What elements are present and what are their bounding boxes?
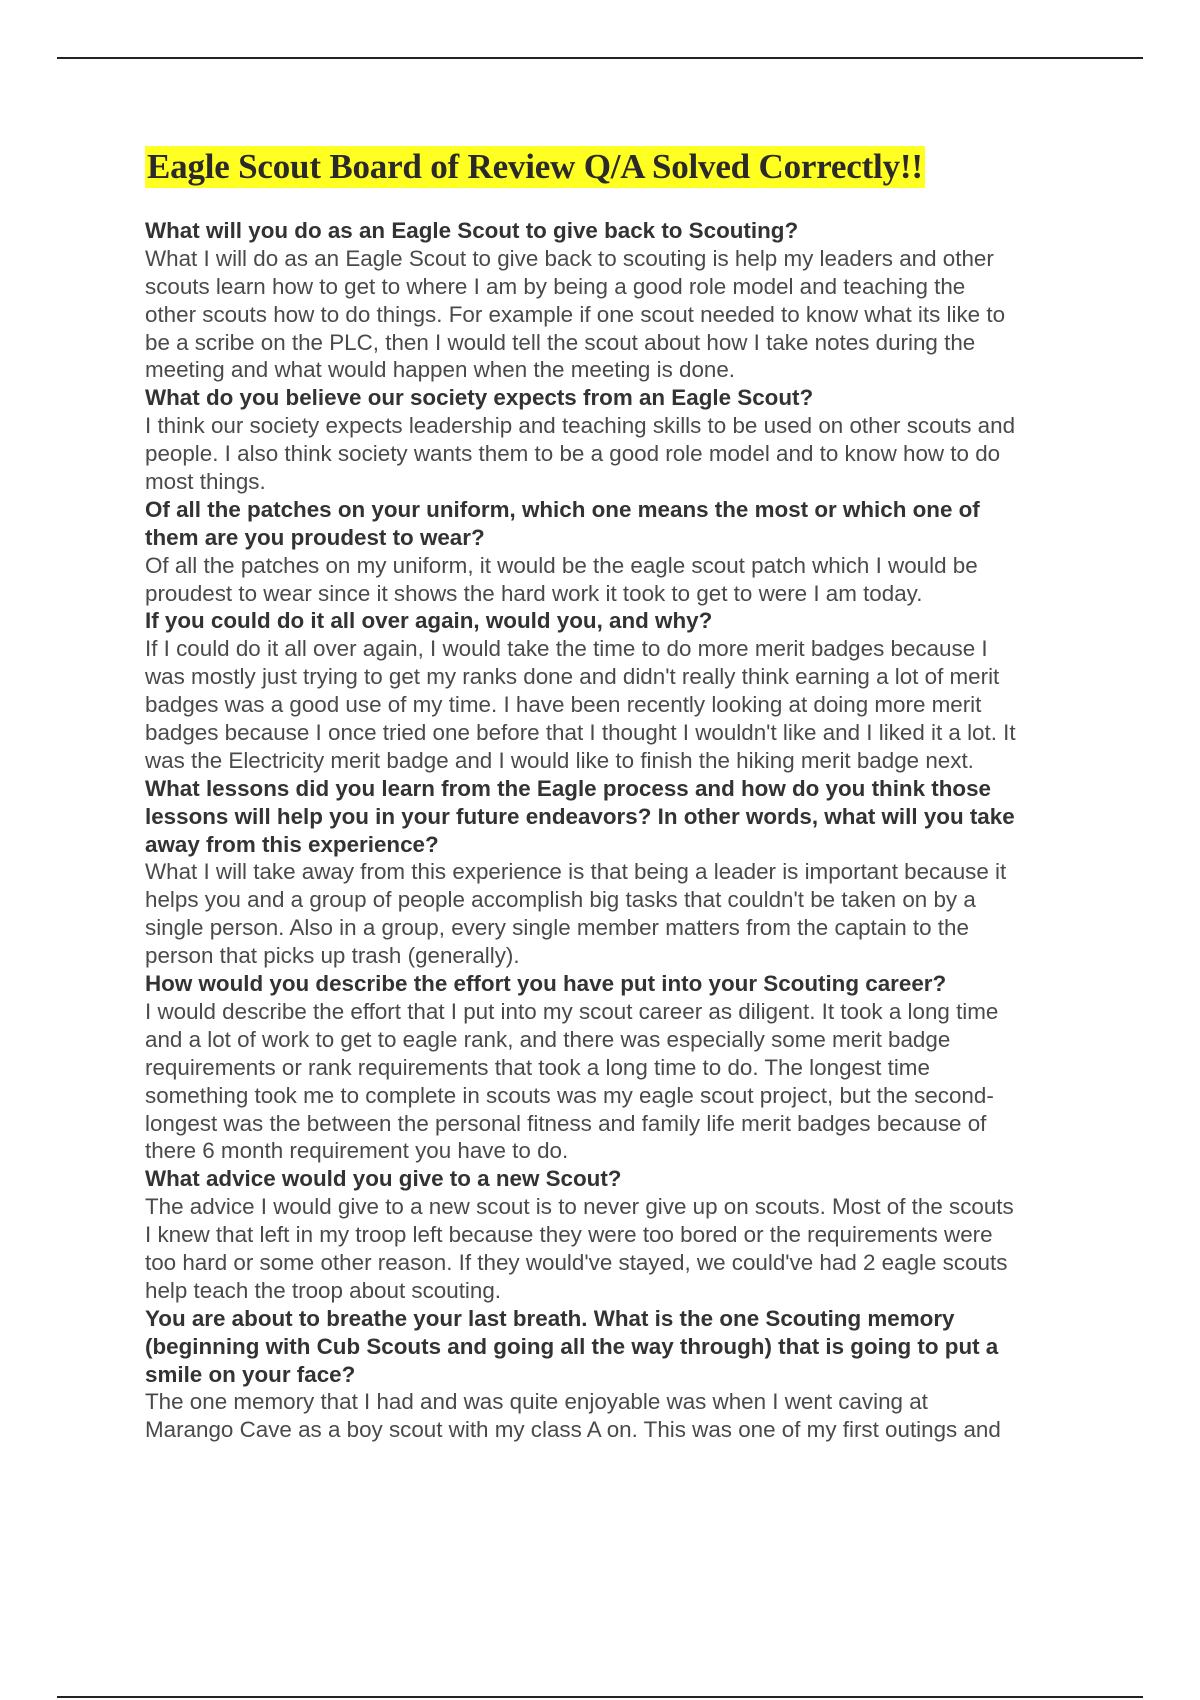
answer-line: Of all the patches on my uniform, it would be the eagle scout patch which I would be — [145, 552, 978, 578]
question-line: How would you describe the effort you have put into your Scouting career? — [145, 971, 947, 997]
question-line: them are you proudest to wear? — [145, 524, 485, 550]
question — [145, 970, 1095, 998]
answer-line: too hard or some other reason. If they would've stayed, we could've had 2 eagle scouts — [145, 1249, 1008, 1275]
answer — [145, 1388, 1095, 1444]
answer-line: proudest to wear since it shows the hard work it took to get to were I am today. — [145, 580, 923, 606]
question-line: What lessons did you learn from the Eagle process and how do you think those — [145, 775, 991, 801]
title-container — [145, 146, 925, 188]
question — [145, 217, 1095, 245]
answer-line: I think our society expects leadership and teaching skills to be used on other scouts and — [145, 413, 1016, 439]
answer-line: most things. — [145, 469, 266, 495]
question-line: smile on your face? — [145, 1361, 356, 1387]
qa-block-3 — [145, 496, 1095, 608]
answer-line: The advice I would give to a new scout is to never give up on scouts. Most of the scouts — [145, 1194, 1014, 1220]
answer-line: meeting and what would happen when the meeting is done. — [145, 357, 736, 383]
question — [145, 775, 1095, 859]
answer-line: helps you and a group of people accomplish big tasks that couldn't be taken on by a — [145, 887, 976, 913]
question — [145, 384, 1095, 412]
question — [145, 1305, 1095, 1389]
document-title: Eagle Scout Board of Review Q/A Solved Correctly!! — [147, 147, 923, 186]
answer-line: something took me to complete in scouts was my eagle scout project, but the second- — [145, 1082, 994, 1108]
answer-line: was mostly just trying to get my ranks done and didn't really think earning a lot of merit — [145, 664, 1000, 690]
top-rule — [57, 57, 1143, 59]
answer-line: be a scribe on the PLC, then I would tell the scout about how I take notes during the — [145, 329, 976, 355]
question-line: You are about to breathe your last breath. What is the one Scouting memory — [145, 1305, 955, 1331]
question-line: lessons will help you in your future endeavors? In other words, what will you take — [145, 803, 1015, 829]
qa-block-6 — [145, 970, 1095, 1165]
question — [145, 607, 1095, 635]
answer — [145, 552, 1095, 608]
answer-line: What I will take away from this experience is that being a leader is important because it — [145, 859, 1007, 885]
answer-line: was the Electricity merit badge and I would like to finish the hiking merit badge next. — [145, 747, 974, 773]
question-line: away from this experience? — [145, 831, 439, 857]
answer — [145, 1193, 1095, 1305]
question — [145, 1165, 1095, 1193]
answer-line: badges because I once tried one before that I thought I wouldn't like and I liked it a lot. It — [145, 720, 1016, 746]
question-line: What will you do as an Eagle Scout to give back to Scouting? — [145, 218, 799, 243]
qa-block-2 — [145, 384, 1095, 496]
answer-line: people. I also think society wants them to be a good role model and to know how to do — [145, 441, 1001, 467]
answer-line: What I will do as an Eagle Scout to give back to scouting is help my leaders and other — [145, 245, 994, 271]
answer — [145, 635, 1095, 774]
qa-block-4 — [145, 607, 1095, 774]
answer-line: requirements or rank requirements that took a long time to do. The longest time — [145, 1054, 930, 1080]
qa-block-7 — [145, 1165, 1095, 1304]
answer-line: If I could do it all over again, I would take the time to do more merit badges because I — [145, 636, 988, 662]
question-line: If you could do it all over again, would you, and why? — [145, 608, 713, 634]
answer-line: help teach the troop about scouting. — [145, 1277, 502, 1303]
answer-line: and a lot of work to get to eagle rank, and there was especially some merit badge — [145, 1026, 951, 1052]
question-line: (beginning with Cub Scouts and going all the way through) that is going to put a — [145, 1333, 999, 1359]
answer — [145, 245, 1095, 384]
answer-line: person that picks up trash (generally). — [145, 943, 520, 969]
qa-block-1 — [145, 217, 1095, 384]
answer-line: badges was a good use of my time. I have been recently looking at doing more merit — [145, 692, 982, 718]
answer — [145, 858, 1095, 970]
qa-content — [145, 217, 1095, 1444]
qa-block-5 — [145, 775, 1095, 970]
question-line: Of all the patches on your uniform, which one means the most or which one of — [145, 496, 980, 522]
answer — [145, 412, 1095, 496]
question-line: What advice would you give to a new Scout? — [145, 1166, 622, 1192]
answer-line: Marango Cave as a boy scout with my class A on. This was one of my first outings and — [145, 1417, 1001, 1443]
question — [145, 496, 1095, 552]
answer-line: I would describe the effort that I put into my scout career as diligent. It took a long time — [145, 998, 999, 1024]
answer-line: scouts learn how to get to where I am by being a good role model and teaching the — [145, 273, 966, 299]
question-line: What do you believe our society expects from an Eagle Scout? — [145, 385, 814, 411]
answer-line: longest was the between the personal fitness and family life merit badges because of — [145, 1110, 987, 1136]
answer-line: single person. Also in a group, every single member matters from the captain to the — [145, 915, 969, 941]
answer-line: other scouts how to do things. For example if one scout needed to know what its like to — [145, 301, 1006, 327]
bottom-rule — [57, 1696, 1143, 1698]
answer-line: The one memory that I had and was quite enjoyable was when I went caving at — [145, 1389, 928, 1415]
qa-block-8 — [145, 1305, 1095, 1444]
answer-line: there 6 month requirement you have to do. — [145, 1138, 569, 1164]
answer — [145, 998, 1095, 1165]
answer-line: I knew that left in my troop left because they were too bored or the requirements were — [145, 1222, 993, 1248]
